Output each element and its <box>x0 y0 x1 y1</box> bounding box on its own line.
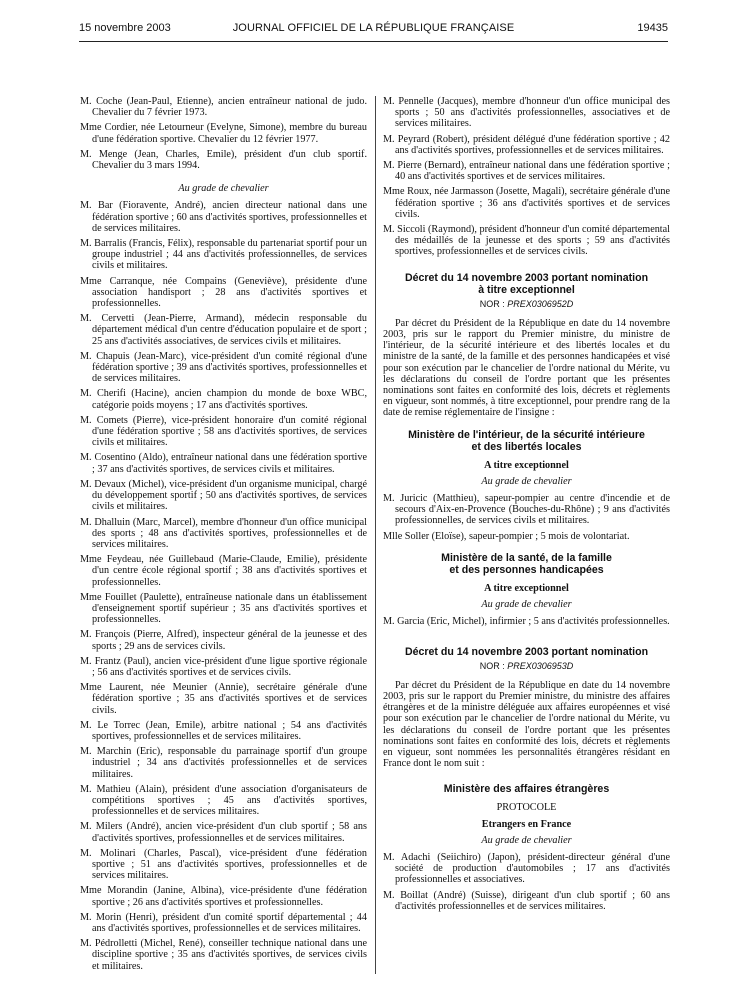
nomination-entry: M. Pierre (Bernard), entraîneur national dans une fédération sportive ; 40 ans d'activités sportives et de services militaires. <box>383 160 670 183</box>
nomination-entry: M. François (Pierre, Alfred), inspecteur général de la jeunesse et des sports ; 29 ans de services civils. <box>80 629 367 652</box>
decree-title-line: à titre exceptionnel <box>478 283 575 296</box>
nomination-entry: M. Menge (Jean, Charles, Emile), président d'un club sportif. Chevalier du 3 mars 1994. <box>80 148 367 172</box>
right-column <box>383 96 670 916</box>
nomination-entry: M. Le Torrec (Jean, Emile), arbitre national ; 54 ans d'activités sportives, professionnelles et de services militaires. <box>80 719 367 742</box>
exceptional-subheading: A titre exceptionnel <box>484 459 569 471</box>
foreigners-subheading: Etrangers en France <box>481 818 572 830</box>
nomination-entry: M. Comets (Pierre), vice-président honoraire d'un comité régional d'une fédération sportive ; 58 ans d'activités sportives, de services civils et militaires. <box>80 414 367 449</box>
grade-heading: Au grade de chevalier <box>178 183 269 195</box>
nomination-entry: Mme Feydeau, née Guillebaud (Marie-Claude, Emilie), présidente d'un centre école régional sportif ; 38 ans d'activités sportives et professionnelles. <box>80 554 367 588</box>
nor-label: NOR : <box>479 298 505 309</box>
protocole-heading: PROTOCOLE <box>496 802 557 814</box>
nomination-entry: Mme Laurent, née Meunier (Annie), secrétaire générale d'une fédération sportive ; 35 ans d'activités sportives et de services civils. <box>80 682 367 716</box>
nor-code: PREX0306953D <box>507 660 574 671</box>
nomination-entry: Mme Morandin (Janine, Albina), vice-présidente d'une fédération sportive ; 26 ans d'activités sportives et professionnelles. <box>80 885 367 908</box>
nomination-entry: M. Milers (André), ancien vice-président d'un club sportif ; 58 ans d'activités sportives, professionnelles et de services militaires. <box>80 821 367 844</box>
right-entries-top <box>383 96 670 258</box>
decree-title-line: Décret du 14 novembre 2003 portant nomination <box>404 645 649 658</box>
grade-heading: Au grade de chevalier <box>481 834 572 846</box>
nor-reference <box>383 661 670 672</box>
left-entries <box>80 200 367 971</box>
decree-paragraph: Par décret du Président de la République en date du 14 novembre 2003, pris sur le rapport du Premier ministre, du ministre de l'intérieur, de la sécurité intérieure et des libertés locales et du ministre de la santé, de la famille et des personnes handicapées et visé pour son exécution par le chancelier de l'ordre national du Mérite, vu les déclarations du conseil de l'ordre portant que les présentes nominations sont faites en conformité des lois, décrets et règlements en vigueur, sont nommés, à titre exceptionnel, pour prendre rang de la date de remise réglementaire de l'insigne : <box>383 317 670 419</box>
decree-title-line: Décret du 14 novembre 2003 portant nomination <box>404 271 649 284</box>
nomination-entry: M. Cherifi (Hacine), ancien champion du monde de boxe WBC, catégorie poids moyens ; 17 ans d'activités sportives. <box>80 388 367 411</box>
nomination-entry: Mme Roux, née Jarmasson (Josette, Magali), secrétaire générale d'une fédération sportive ; 36 ans d'activités sportives et de services civils. <box>383 186 670 220</box>
ministry-heading-line: Ministère de l'intérieur, de la sécurité intérieure <box>408 428 645 441</box>
nomination-entry: M. Marchin (Eric), responsable du parrainage sportif d'un groupe industriel ; 34 ans d'activités professionnelles et de services militaires. <box>80 746 367 780</box>
nomination-entry: Mlle Soller (Eloïse), sapeur-pompier ; 5 mois de volontariat. <box>383 530 630 542</box>
nomination-entry: M. Garcia (Eric, Michel), infirmier ; 5 ans d'activités professionnelles. <box>383 616 670 628</box>
nomination-entry: M. Frantz (Paul), ancien vice-président d'une ligue sportive régionale ; 56 ans d'activités sportives et de services civils. <box>80 655 367 678</box>
nomination-entry: Mme Fouillet (Paulette), entraîneuse nationale dans un établissement d'enseignement sportif supérieur ; 35 ans d'activités sportives et professionnelles. <box>80 591 367 626</box>
nomination-entry: M. Siccoli (Raymond), président d'honneur d'un comité départemental des médaillés de la jeunesse et des sports ; 59 ans d'activités sportives, professionnelles et de services civils. <box>383 224 670 258</box>
nomination-entry: M. Devaux (Michel), vice-président d'un organisme municipal, chargé du développement sportif ; 50 ans d'activités sportives, de services civils et militaires. <box>80 478 367 513</box>
nor-code: PREX0306952D <box>507 298 574 309</box>
ministry-heading-line: et des libertés locales <box>471 440 582 453</box>
nomination-entry: M. Chapuis (Jean-Marc), vice-président d'un comité régional d'une fédération sportive ; 39 ans d'activités sportives, professionnelles et de services militaires. <box>80 350 367 385</box>
exceptional-subheading: A titre exceptionnel <box>484 582 569 594</box>
nor-label: NOR : <box>479 660 505 671</box>
grade-heading: Au grade de chevalier <box>481 475 572 487</box>
nomination-entry: M. Cosentino (Aldo), entraîneur national dans une fédération sportive ; 37 ans d'activités sportives, de services civils et militaires. <box>80 452 367 475</box>
decree-title <box>383 272 670 296</box>
decree-title <box>383 646 670 658</box>
header-journal-title: JOURNAL OFFICIEL DE LA RÉPUBLIQUE FRANÇAISE <box>232 22 515 34</box>
nomination-entry: M. Dhalluin (Marc, Marcel), membre d'honneur d'un office municipal des sports ; 48 ans d'activités sportives, professionnelles et de services militaires. <box>80 516 367 550</box>
nomination-entry: M. Cervetti (Jean-Pierre, Armand), médecin responsable du département médical d'un centre d'éducation populaire et de sport ; 25 ans d'activités associatives, de services civils et militaires. <box>80 313 367 347</box>
ministry-heading-line: et des personnes handicapées <box>449 563 604 576</box>
ministry-heading: Ministère des affaires étrangères <box>443 783 610 796</box>
nomination-entry: M. Peyrard (Robert), président délégué d'une fédération sportive ; 42 ans d'activités sportives, professionnelles et de services militaires. <box>383 133 670 156</box>
ministry-heading-line: Ministère de la santé, de la famille <box>441 551 612 564</box>
header-rule <box>79 41 668 42</box>
left-column <box>80 96 367 976</box>
nomination-entry: M. Bar (Fioravente, André), ancien directeur national dans une fédération sportive ; 60 ans d'activités sportives, professionnelles et de services militaires. <box>80 200 367 234</box>
nomination-entry: Mme Cordier, née Letourneur (Evelyne, Simone), membre du bureau d'une fédération sportive. Chevalier du 12 février 1977. <box>80 122 367 145</box>
nomination-entry: Mme Carranque, née Compains (Geneviève), présidente d'une association handisport ; 28 ans d'activités sportives et professionnelles. <box>80 275 367 310</box>
ministry-heading <box>383 429 670 453</box>
header-page-number: 19435 <box>637 22 668 34</box>
nomination-entry: M. Mathieu (Alain), président d'une association d'organisateurs de compétitions sportives ; 45 ans d'activités sportives, professionnelles et de services militaires. <box>80 783 367 818</box>
decree-section-1 <box>383 272 670 628</box>
left-entries-top <box>80 96 367 171</box>
nomination-entry: M. Barralis (Francis, Félix), responsable du partenariat sportif pour un groupe industriel ; 44 ans d'activités professionnelles, de services civils et militaires. <box>80 238 367 272</box>
column-divider <box>375 96 376 974</box>
ministry-heading <box>383 552 670 576</box>
nomination-entry: M. Coche (Jean-Paul, Etienne), ancien entraîneur national de judo. Chevalier du 7 février 1973. <box>80 96 367 119</box>
nomination-entry: M. Molinari (Charles, Pascal), vice-président d'une fédération sportive ; 51 ans d'activités sportives, professionnelles et de services militaires. <box>80 847 367 882</box>
nomination-entry: M. Pennelle (Jacques), membre d'honneur d'un office municipal des sports ; 50 ans d'activités professionnelles, associatives et de services militaires. <box>383 96 670 130</box>
nomination-entry: M. Adachi (Seiichiro) (Japon), président-directeur général d'une société de production d'automobiles ; 17 ans d'activités professionnelles et associatives. <box>383 851 670 886</box>
nomination-entry: M. Pédrolletti (Michel, René), conseiller technique national dans une discipline sportive ; 35 ans d'activités sportives, de services civils et militaires. <box>80 938 367 972</box>
page-header <box>79 22 668 38</box>
nomination-entry: M. Morin (Henri), président d'un comité sportif départemental ; 44 ans d'activités sportives, professionnelles et de services militaires. <box>80 911 367 934</box>
decree-section-2 <box>383 646 670 912</box>
header-date: 15 novembre 2003 <box>79 22 171 34</box>
nor-reference <box>383 299 670 310</box>
nomination-entry: M. Boillat (André) (Suisse), dirigeant d'un club sportif ; 60 ans d'activités professionnelles et de services militaires. <box>383 889 670 912</box>
nomination-entry: M. Juricic (Matthieu), sapeur-pompier au centre d'incendie et de secours d'Aix-en-Provence (Bouches-du-Rhône) ; 9 ans d'activités professionnelles, de services civils et militaires. <box>383 493 670 527</box>
decree-paragraph: Par décret du Président de la République en date du 14 novembre 2003, pris sur le rapport du Premier ministre, du ministre des affaires étrangères et de la ministre déléguée aux affaires européennes et visé pour son exécution par le chancelier de l'ordre national du Mérite, vu les déclarations du conseil de l'ordre portant que les présentes nominations sont faites en conformité des lois, décrets et règlements en vigueur, sont nommées les personnalités étrangères résidant en France dont le nom suit : <box>383 679 670 770</box>
grade-heading: Au grade de chevalier <box>481 599 572 611</box>
